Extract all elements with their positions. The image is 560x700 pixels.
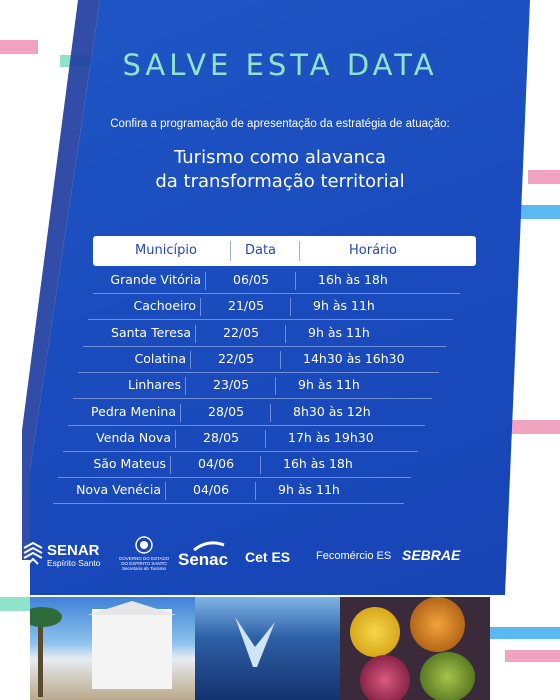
sponsor-logos [0,535,560,575]
cell-data: 28/05 [203,429,240,445]
decor-stripe-blue-right-bottom [480,627,560,639]
headline-line-1: Turismo como alavanca [174,147,386,168]
governo-es-logo [118,535,170,571]
cell-divider [205,272,206,290]
cell-municipio: Colatina [134,350,186,366]
intro-text: Confira a programação de apresentação da estratégia de atuação: [110,118,450,130]
palm-tree [38,617,43,697]
table-row [93,268,460,294]
cell-municipio: Nova Venécia [76,482,161,498]
church-roof [88,601,176,615]
cell-divider [190,351,191,369]
cell-horario: 16h às 18h [283,456,353,472]
schedule-table-header [93,236,476,266]
governo-line-2: DO ESPÍRITO SANTO [121,561,167,566]
table-row [53,478,404,504]
cell-municipio: Grande Vitória [110,272,201,287]
table-row [68,400,425,426]
decor-stripe-pink-right-bottom [505,650,560,662]
cell-data: 28/05 [208,403,245,419]
cell-divider [185,377,186,395]
senar-emblem-icon [22,542,44,566]
flower-yellow [350,607,400,657]
table-row [83,321,446,347]
cell-divider [165,482,166,500]
cell-data: 21/05 [228,298,265,314]
flower-orange [410,597,465,652]
cell-divider [275,377,276,395]
header-divider [299,241,300,261]
governo-line-3: Secretaria do Turismo [122,566,166,571]
fecomercio-logo: Fecomércio ES [316,550,392,562]
cell-data: 06/05 [233,272,270,287]
cell-divider [295,272,296,290]
palm-leaves [30,607,62,627]
cell-data: 23/05 [213,377,250,393]
cell-divider [180,404,181,422]
cell-divider [265,430,266,448]
table-row [58,452,411,478]
photo-church [30,597,195,700]
table-row [78,347,439,373]
cell-data: 22/05 [223,324,260,340]
flower-pink [360,655,410,700]
decor-stripe-pink-right-low [508,420,560,434]
cell-divider [270,404,271,422]
headline-line-2: da transformação territorial [155,171,405,192]
cell-divider [200,298,201,316]
cell-divider [280,351,281,369]
cetes-logo: Cet ES [245,549,291,565]
cell-horario: 14h30 às 16h30 [303,350,405,366]
cell-municipio: Cachoeiro [133,298,196,314]
cell-municipio: Pedra Menina [91,403,176,419]
flower-green [420,652,475,700]
column-header-horario: Horário [349,243,397,258]
photo-flowers-pasta [340,597,490,700]
cell-horario: 17h às 19h30 [288,429,374,445]
header-divider [230,241,231,261]
cell-data: 04/06 [198,456,235,472]
column-header-data: Data [244,243,277,258]
governo-line-1: GOVERNO DO ESTADO [118,556,170,561]
cell-municipio: São Mateus [93,456,166,472]
cell-divider [285,325,286,343]
table-row [63,426,418,452]
cell-divider [255,482,256,500]
senar-subtitle: Espírito Santo [47,558,101,568]
cell-data: 22/05 [218,350,255,366]
headline [0,146,560,194]
cell-divider [175,430,176,448]
cell-data: 04/06 [193,482,230,498]
table-row [88,294,453,320]
photo-whale [195,597,340,700]
cell-horario: 8h30 às 12h [293,403,371,419]
cell-horario: 9h às 11h [298,377,360,393]
cell-municipio: Santa Teresa [111,324,191,340]
cell-municipio: Venda Nova [96,429,171,445]
sebrae-name: SEBRAE [402,547,461,563]
cell-divider [290,298,291,316]
cell-horario: 9h às 11h [308,324,370,340]
cell-horario: 9h às 11h [278,482,340,498]
cell-municipio: Linhares [127,377,181,393]
whale-tail [235,617,275,667]
page-title: SALVE ESTA DATA [122,48,438,82]
church-building [92,609,172,689]
senac-name: Senac [178,550,229,569]
sebrae-logo [402,547,460,563]
cell-horario: 9h às 11h [313,298,375,314]
cell-divider [260,456,261,474]
coat-of-arms-icon [134,535,154,555]
cell-divider [195,325,196,343]
table-row [73,373,432,399]
column-header-municipio: Município [135,243,197,258]
cell-horario: 16h às 18h [318,272,388,287]
senar-name: SENAR [47,542,100,559]
cell-divider [170,456,171,474]
